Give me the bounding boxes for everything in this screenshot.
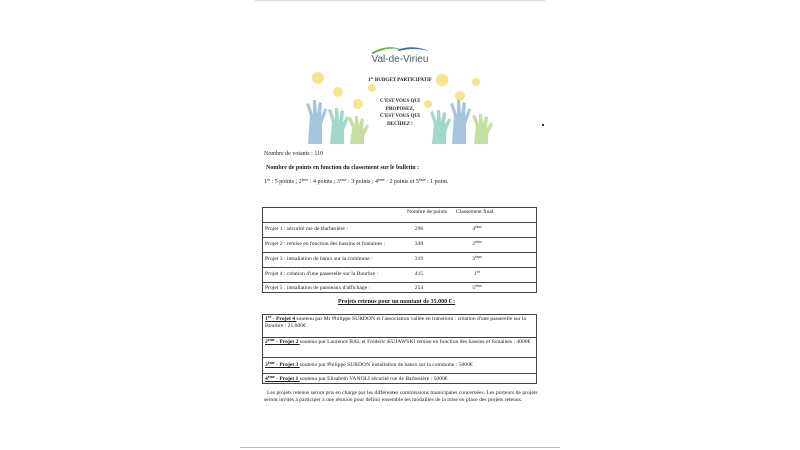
project-rank: 3ème: [472, 254, 482, 262]
slogan-line: PROPOSEZ,: [385, 106, 415, 112]
points-scale: 1er : 5 points ; 2ème : 4 points ; 3ème : 3 points ; 4ème : 2 points et 5ème : 1 point.: [264, 177, 449, 185]
project-rank: 4ème: [472, 224, 482, 232]
bottom-page-edge: [240, 447, 560, 448]
project-points: 254: [414, 285, 424, 291]
table-row: [263, 237, 536, 252]
results-table: [262, 207, 537, 293]
slogan: [372, 98, 428, 128]
project-points: 296: [414, 226, 424, 232]
slogan-line: C'EST VOUS QUI: [379, 99, 420, 104]
project-points: 349: [414, 241, 424, 247]
project-label: Projet 4 : création d'une passerelle sur la Bourbre :: [265, 271, 379, 277]
project-points: 415: [414, 271, 424, 277]
table-row: [263, 282, 536, 293]
logo-text: Val-de-Virieu: [371, 54, 429, 65]
slogan-line: C'EST VOUS QUI: [379, 114, 420, 120]
voters-count: Nombre de votants : 110: [264, 151, 324, 157]
slogan-line: DECIDEZ !: [387, 121, 413, 127]
points-heading: Nombre de points en fonction du classement sur le bulletin :: [266, 165, 420, 171]
table-row: [263, 337, 536, 357]
project-label: Projet 2 : remise en fonction des bassins et fontaines :: [265, 241, 386, 247]
project-rank: 2ème: [472, 239, 482, 247]
list-item: 1er - Projet 4 soutenu par Mr Philippe SURDON et l'association vallée en transition : création d'une passerelle sur la Bourbre : 21.000€: [265, 314, 527, 329]
project-rank: 5ème: [472, 283, 482, 291]
project-label: Projet 3 : installation de bancs sur la commune :: [265, 256, 373, 262]
project-label: Projet 5 : installation de panneaux d'affichage :: [265, 285, 371, 291]
logo: [365, 44, 435, 72]
table-row: [263, 357, 536, 371]
table-row: [263, 373, 536, 384]
header-rank: Classement final: [456, 209, 494, 215]
closing-paragraph: Les projets retenus seront pris en charge par les différentes commissions municipales concernées. Les porteurs de projets seront invités à participer à une réunion pour définir ensemble les modalités de la mise en place des projets retenus.: [264, 390, 538, 403]
table-row: [263, 252, 536, 267]
list-item: 2ème - Projet 2 soutenu par Laurence BAL et Frédéric KUJAWSKI remise en fonction des bassins et fontaines : 4000€: [265, 337, 531, 345]
retained-projects-table: [262, 314, 537, 384]
retained-projects-title: Projets retenus pour un montant de 35.000 € :: [338, 299, 456, 305]
header-points: Nombre de points: [407, 209, 448, 215]
top-page-edge: [255, 0, 545, 1]
project-label: Projet 1 : sécurité rue de Barbesière :: [265, 226, 348, 232]
table-row: [263, 267, 536, 282]
budget-title: 1er BUDGET PARTICIPATIF: [368, 76, 432, 83]
project-rank: 1er: [474, 269, 480, 277]
table-row: [263, 222, 536, 237]
scan-speck: [542, 124, 544, 126]
list-item: 3ème - Projet 3 soutenu par Philippe SURDON installation de bancs sur la commune : 5000€: [265, 360, 473, 368]
list-item: 4ème - Projet 1 soutenu par Elisabeth VANOLI sécurité rue de Barbesière : 5000€: [265, 374, 448, 382]
project-points: 319: [414, 256, 424, 262]
